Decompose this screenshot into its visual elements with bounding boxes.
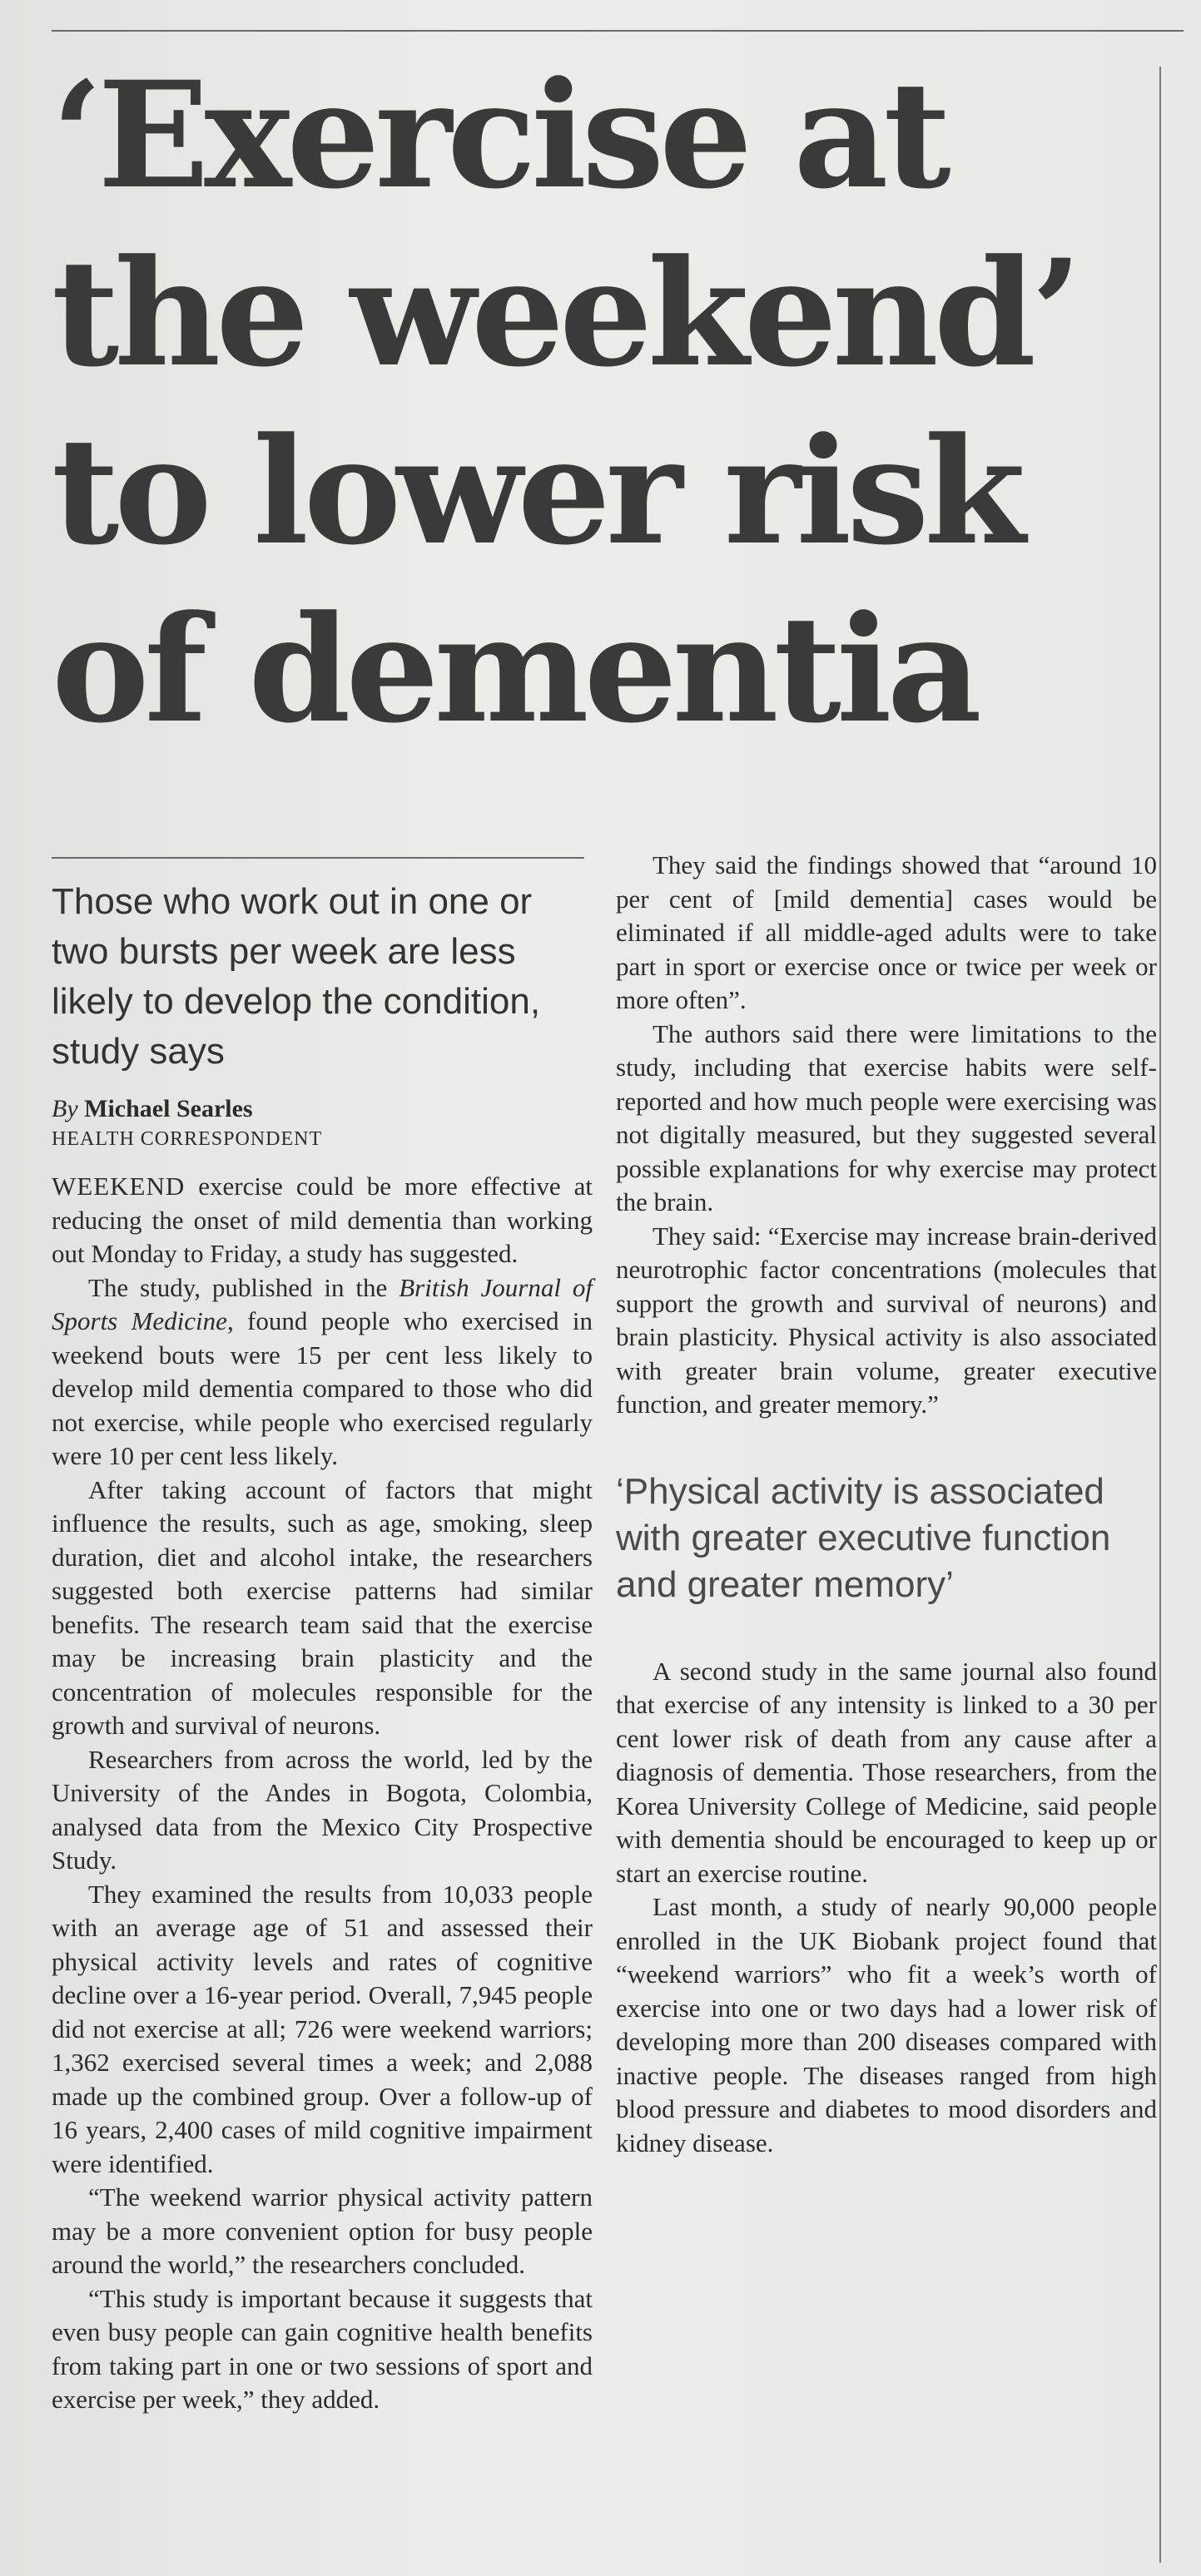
paragraph-5: They examined the results from 10,033 people with an average age of 51 and assessed their physical activity levels and rates of cognitive decline over a 16-year period. Overall, 7,945 people did not exercise at all; 726 were weekend warriors; 1,362 exercised several times a week; and 2,088 made up the combined group. Over a follow-up of 16 years, 2,400 cases of mild cognitive impairment were identified. (52, 1879, 593, 2178)
paragraph-11: A second study in the same journal also found that exercise of any intensity is linked to a 30 per cent lower risk of death from any cause after a diagnosis of dementia. Those researchers, from the Korea University College of Medicine, said people with dementia should be encouraged to keep up or start an exercise routine. (616, 1656, 1157, 1888)
byline-prefix: By (52, 1095, 78, 1122)
paragraph-4: Researchers from across the world, led by the University of the Andes in Bogota, Colombia, analysed data from the Mexico City Prospective Study. (52, 1744, 593, 1875)
paragraph-1-text: exercise could be more effective at reducing the onset of mild dementia than working out Monday to Friday, a study has suggested. (52, 1172, 593, 1268)
paragraph-7: “This study is important because it suggests that even busy people can gain cognitive health benefits from taking part in one or two sessions of sport and exercise per week,” they added. (52, 2283, 593, 2414)
standfirst: Those who work out in one or two bursts per week are less likely to develop the condition, study says (52, 881, 541, 1072)
column-left (52, 857, 593, 2417)
paragraph-9: The authors said there were limitations to the study, including that exercise habits were self-reported and how much people were exercising was not digitally measured, but they suggested several possible explanations for why exercise may protect the brain. (616, 1018, 1157, 1216)
standfirst-rule (52, 857, 584, 859)
paragraph-2-a: The study, published in the (88, 1272, 400, 1302)
headline-line-3: to lower risk (52, 405, 1021, 577)
paragraph-2-b: , found people who exercised in weekend bouts were 15 per cent less likely to develop mild dementia compared to those who did not exercise, while people who exercised regularly were 10 per cent less likely. (52, 1306, 593, 1470)
byline (52, 1093, 593, 1125)
paragraph-12: Last month, a study of nearly 90,000 people enrolled in the UK Biobank project found that “weekend warriors” who fit a week’s worth of exercise into one or two days had a lower risk of developing more than 200 diseases compared with inactive people. The diseases ranged from high blood pressure and diabetes to mood disorders and kidney disease. (616, 1892, 1157, 2157)
top-rule (52, 30, 1184, 32)
pull-quote: ‘Physical activity is associated with greater executive function and greater memory’ (616, 1470, 1111, 1605)
author-name: Michael Searles (84, 1095, 253, 1122)
lead-word: WEEKEND (52, 1172, 186, 1201)
headline (52, 47, 1134, 759)
paragraph-8: They said the findings showed that “around 10 per cent of [mild dementia] cases would be eliminated if all middle-aged adults were to take part in sport or exercise once or twice per week or more often”. (616, 850, 1157, 1014)
headline-line-4: of dementia (52, 583, 977, 755)
paragraph-10: They said: “Exercise may increase brain-derived neurotrophic factor concentrations (molecules that support the growth and survival of neurons) and brain plasticity. Physical activity is also associated with greater brain volume, greater executive function, and greater memory.” (616, 1221, 1157, 1419)
headline-line-2: the weekend’ (52, 227, 1078, 399)
paragraph-3: After taking account of factors that might influence the results, such as age, smoking, sleep duration, diet and alcohol intake, the researchers suggested both exercise patterns had similar benefits. The research team said that the exercise may be increasing brain plasticity and the concentration of molecules responsible for the growth and survival of neurons. (52, 1474, 593, 1740)
column-right (616, 849, 1157, 2160)
paragraph-6: “The weekend warrior physical activity pattern may be a more convenient option for busy people around the world,” the researchers concluded. (52, 2182, 593, 2279)
journal-name: British Journal of Sports Medicine (52, 1272, 593, 1335)
paragraph-2 (52, 1271, 593, 1474)
column-rule-right (1159, 67, 1161, 2563)
headline-line-1: ‘Exercise at (52, 49, 946, 221)
paragraph-1 (52, 1170, 593, 1271)
author-role: HEALTH CORRESPONDENT (52, 1128, 323, 1150)
